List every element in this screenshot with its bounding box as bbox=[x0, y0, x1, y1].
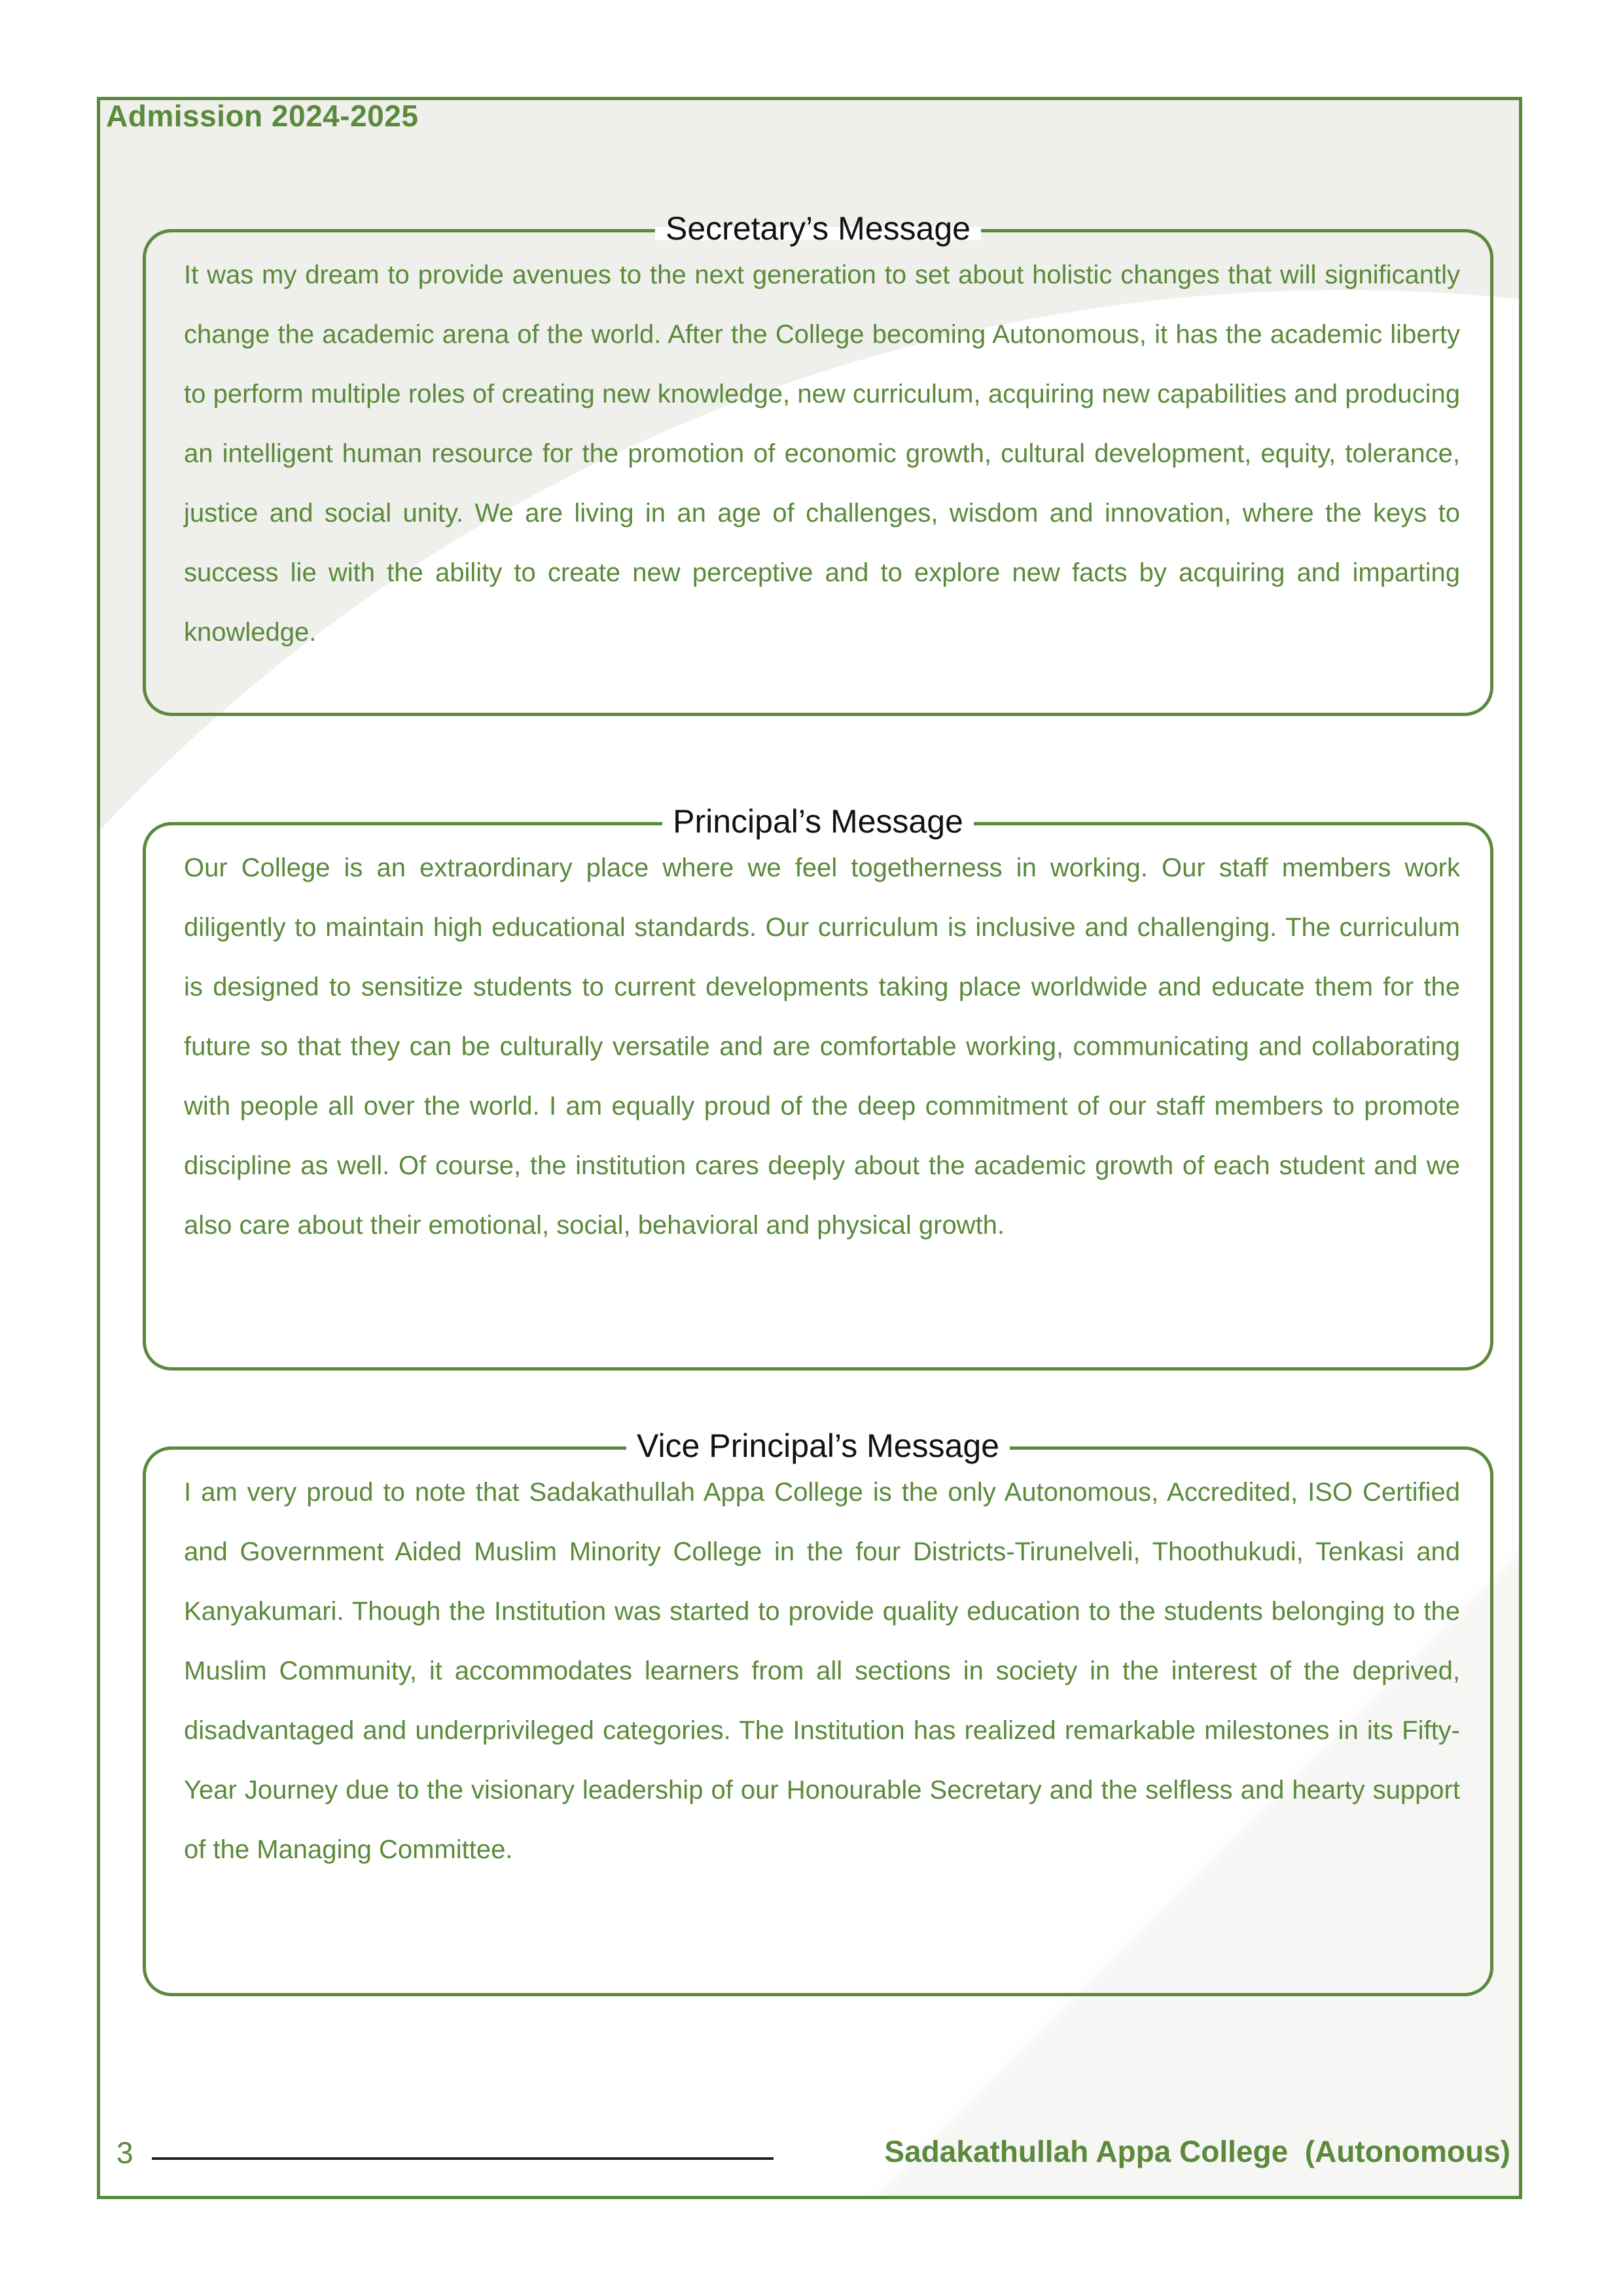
footer-rule bbox=[152, 2157, 774, 2160]
principal-message-body: Our College is an extraordinary place where we feel togetherness in working. Our staff members work diligently to maintain high educational standards. Our curriculum is inclusive and challenging. The curriculum is designed to sensitize students to current developments taking place worldwide and educate them for the future so that they can be culturally versatile and are comfortable working, communicating and collaborating with people all over the world. I am equally proud of the deep commitment of our staff members to promote discipline as well. Of course, the institution cares deeply about the academic growth of each student and we also care about their emotional, social, behavioral and physical growth. bbox=[184, 853, 1460, 1240]
principal-message-box bbox=[143, 803, 1493, 1371]
secretary-message-heading bbox=[146, 209, 1490, 248]
page-number: 3 bbox=[116, 2136, 134, 2170]
admission-title: Admission 2024-2025 bbox=[106, 99, 419, 133]
principal-message-heading bbox=[146, 802, 1490, 841]
secretary-message-heading-text: Secretary’s Message bbox=[655, 210, 981, 247]
vice-principal-message-heading bbox=[146, 1426, 1490, 1465]
vice-principal-message-body: I am very proud to note that Sadakathullah Appa College is the only Autonomous, Accredited, ISO Certified and Government Aided Muslim Minority College in the four Districts-Tirunelveli, Thoothukudi, Tenkasi and Kanyakumari. Though the Institution was started to provide quality education to the students belonging to the Muslim Community, it accommodates learners from all sections in society in the interest of the deprived, disadvantaged and underprivileged categories. The Institution has realized remarkable milestones in its Fifty-Year Journey due to the visionary leadership of our Honourable Secretary and the selfless and hearty support of the Managing Committee. bbox=[184, 1478, 1460, 1864]
secretary-message-box bbox=[143, 210, 1493, 716]
secretary-message-body: It was my dream to provide avenues to the next generation to set about holistic changes that will significantly change the academic arena of the world. After the College becoming Autonomous, it has the academic liberty to perform multiple roles of creating new knowledge, new curriculum, acquiring new capabilities and producing an intelligent human resource for the promotion of economic growth, cultural development, equity, tolerance, justice and social unity. We are living in an age of challenges, wisdom and innovation, where the keys to success lie with the ability to create new perceptive and to explore new facts by acquiring and imparting knowledge. bbox=[184, 260, 1460, 647]
vice-principal-message-box bbox=[143, 1427, 1493, 1996]
vice-principal-message-heading-text: Vice Principal’s Message bbox=[626, 1427, 1010, 1464]
footer-college-name: Sadakathullah Appa College (Autonomous) bbox=[884, 2134, 1510, 2168]
principal-message-heading-text: Principal’s Message bbox=[662, 803, 974, 840]
